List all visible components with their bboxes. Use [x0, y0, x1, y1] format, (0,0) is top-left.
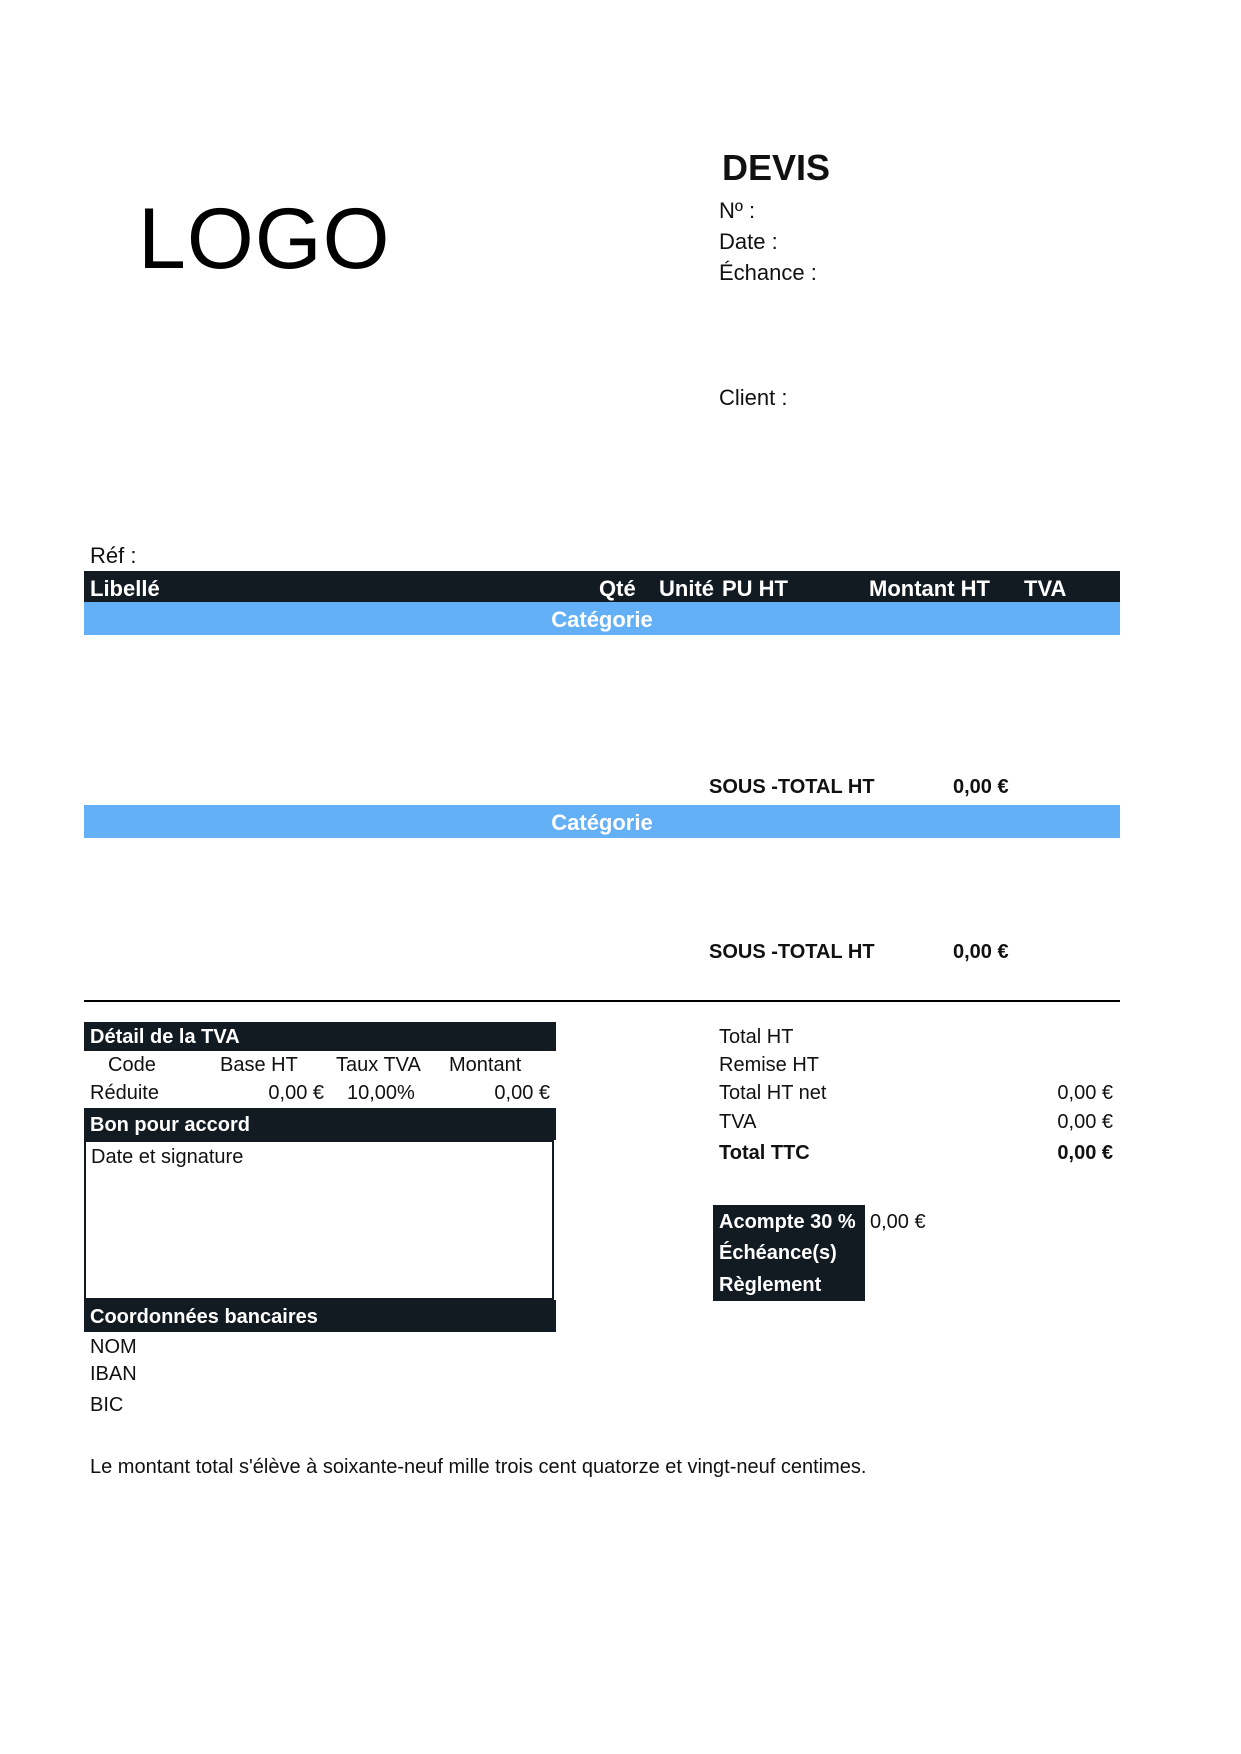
category-bar: [84, 602, 1120, 635]
vat-col-rate: Taux TVA: [336, 1054, 421, 1076]
col-unit: Unité: [659, 576, 714, 601]
bank-details-header: [84, 1300, 556, 1332]
vat-row-rate: 10,00%: [347, 1082, 415, 1104]
vat-col-code: Code: [108, 1054, 156, 1076]
bank-bic-label: BIC: [90, 1394, 124, 1416]
col-amount: Montant HT: [869, 576, 990, 601]
vat-total-label: TVA: [719, 1111, 757, 1133]
client-label: Client :: [719, 385, 788, 410]
subtotal-value: 0,00 €: [953, 941, 1009, 963]
subtotal-value: 0,00 €: [953, 776, 1009, 798]
category-label: Catégorie: [551, 810, 653, 835]
company-logo: LOGO: [138, 191, 391, 287]
quote-number-label: Nº :: [719, 198, 756, 223]
col-vat: TVA: [1024, 576, 1067, 601]
col-libelle: Libellé: [90, 576, 160, 601]
col-unit-price: PU HT: [722, 576, 788, 601]
bank-details-title: Coordonnées bancaires: [90, 1306, 318, 1328]
payment-block: [713, 1205, 865, 1301]
separator-line: [84, 1000, 1120, 1002]
vat-col-amount: Montant: [449, 1054, 522, 1076]
category-bar: [84, 805, 1120, 838]
vat-detail-header: [84, 1022, 556, 1051]
payment-method-label: Règlement: [719, 1274, 822, 1296]
category-label: Catégorie: [551, 607, 653, 632]
bank-name-label: NOM: [90, 1336, 137, 1358]
bank-iban-label: IBAN: [90, 1363, 137, 1385]
vat-detail-title: Détail de la TVA: [90, 1026, 240, 1048]
vat-row-amount: 0,00 €: [494, 1082, 550, 1104]
vat-row-code: Réduite: [90, 1082, 159, 1104]
signature-label: Date et signature: [91, 1146, 244, 1168]
vat-col-base: Base HT: [220, 1054, 298, 1076]
total-ht-label: Total HT: [719, 1026, 794, 1048]
subtotal-label: SOUS -TOTAL HT: [709, 776, 875, 798]
amount-in-words: Le montant total s'élève à soixante-neuf mille trois cent quatorze et vingt-neuf centimes.: [90, 1456, 867, 1478]
vat-row-base: 0,00 €: [268, 1082, 324, 1104]
ttc-total-label: Total TTC: [719, 1142, 810, 1164]
col-qty: Qté: [599, 576, 636, 601]
table-header: [84, 571, 1120, 602]
deposit-label: Acompte 30 %: [719, 1211, 856, 1233]
ttc-total-value: 0,00 €: [1057, 1142, 1113, 1164]
discount-label: Remise HT: [719, 1054, 820, 1076]
approval-title: Bon pour accord: [90, 1114, 251, 1136]
vat-total-value: 0,00 €: [1057, 1111, 1113, 1133]
deposit-value: 0,00 €: [870, 1211, 926, 1233]
due-dates-label: Échéance(s): [719, 1242, 837, 1264]
document-title: DEVIS: [722, 147, 831, 188]
quote-due-label: Échance :: [719, 260, 817, 285]
subtotal-label: SOUS -TOTAL HT: [709, 941, 875, 963]
reference-label: Réf :: [90, 543, 137, 568]
net-total-value: 0,00 €: [1057, 1082, 1113, 1104]
net-total-label: Total HT net: [719, 1082, 827, 1104]
signature-box[interactable]: [84, 1140, 554, 1300]
quote-date-label: Date :: [719, 229, 778, 254]
approval-header: [84, 1108, 556, 1140]
